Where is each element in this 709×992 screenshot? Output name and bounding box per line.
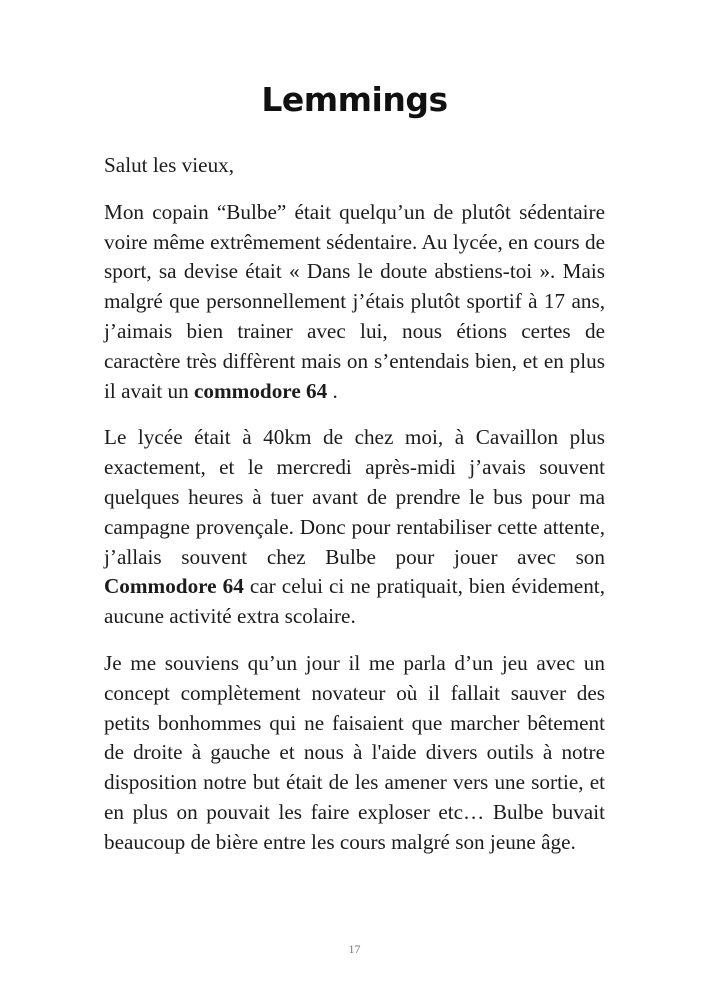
chapter-body: [104, 151, 605, 858]
greeting-line: Salut les vieux,: [104, 153, 235, 177]
chapter-title: Lemmings: [261, 80, 448, 119]
paragraph-2-text: Le lycée était à 40km de chez moi, à Cavaillon plus exactement, et le mercredi après-midi j’avais souvent quelques heures à tuer avant de prendre le bus pour ma campagne provençale. Donc pour rentabiliser cette attente, j’allais souvent chez Bulbe pour jouer avec son: [104, 425, 605, 569]
paragraph-1-text: Mon copain “Bulbe” était quelqu’un de plutôt sédentaire voire même extrêmement sédentaire. Au lycée, en cours de sport, sa devise était « Dans le doute abstiens-toi ». Mais malgré que personnellement j’étais plutôt sportif à 17 ans, j’aimais bien trainer avec lui, nous étions certes de caractère très diffèrent mais on s’entendais bien, et en plus il avait un: [104, 199, 605, 403]
paragraph-1: [104, 198, 605, 407]
paragraph-3: Je me souviens qu’un jour il me parla d’un jeu avec un concept complètement novateur où il fallait sauver des petits bonhommes qui ne faisaient que marcher bêtement de droite à gauche et nous à l'aide divers outils à notre disposition notre but était de les amener vers une sortie, et en plus on pouvait les faire exploser etc… Bulbe buvait beaucoup de bière entre les cours malgré son jeune âge.: [104, 650, 605, 854]
page-number: 17: [348, 942, 361, 956]
paragraph-2-end: car celui ci ne pratiquait, bien évidement, aucune activité extra scolaire.: [104, 574, 605, 629]
paragraph-2-bold-commodore: Commodore 64: [104, 574, 244, 599]
paragraph-2: [104, 423, 605, 632]
paragraph-1-bold-commodore: commodore 64: [194, 378, 328, 403]
paragraph-1-end: .: [327, 378, 338, 403]
